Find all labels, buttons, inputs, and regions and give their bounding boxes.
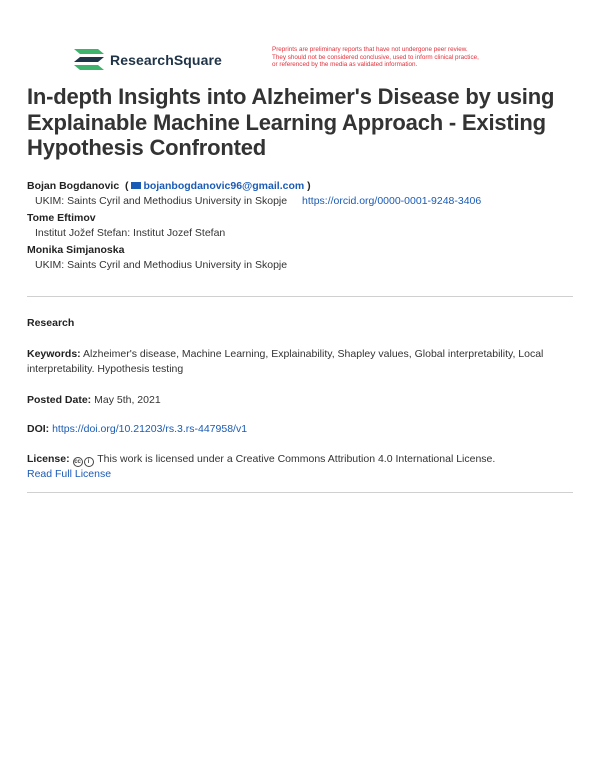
- cc-icon: cc: [74, 459, 81, 465]
- license-label: License:: [27, 453, 70, 465]
- license: [27, 452, 577, 482]
- doi: [27, 422, 577, 437]
- author-affiliation: UKIM: Saints Cyril and Methodius University in Skopje: [35, 195, 288, 207]
- author-affiliation: UKIM: Saints Cyril and Methodius University in Skopje: [35, 259, 288, 271]
- research-square-logo-icon: [74, 49, 104, 71]
- doi-label: DOI:: [27, 423, 50, 435]
- research-square-logo[interactable]: [74, 49, 222, 71]
- logo-text: ResearchSquare: [110, 52, 222, 68]
- header: [74, 46, 574, 76]
- keywords-label: Keywords:: [27, 348, 81, 360]
- by-icon: i: [84, 457, 94, 467]
- keywords-value: Alzheimer's disease, Machine Learning, Explainability, Shapley values, Global interpretability, Local interpretability. Hypothesis testing: [27, 348, 544, 375]
- divider: [27, 296, 573, 297]
- envelope-icon: [131, 182, 141, 189]
- read-full-license-link[interactable]: Read Full License: [27, 468, 112, 480]
- article-type: Research: [27, 317, 75, 329]
- doi-link[interactable]: https://doi.org/10.21203/rs.3.rs-447958/v1: [52, 423, 248, 435]
- author-item: [27, 244, 577, 272]
- author-list: [27, 180, 577, 276]
- notice-line: Preprints are preliminary reports that have not undergone peer review.: [272, 46, 468, 53]
- author-item: Bojan Bogdanovic ( bojanbogdanovic96@gmail.com ) UKIM: Saints Cyril and Methodius University in Skopje https://orcid.org/0000-0001-9248-3406: [27, 180, 482, 207]
- license-text: This work is licensed under a Creative Commons Attribution 4.0 International License.: [97, 453, 496, 465]
- orcid-link[interactable]: https://orcid.org/0000-0001-9248-3406: [302, 195, 482, 207]
- notice-line: or referenced by the media as validated information.: [272, 61, 418, 69]
- author-item: [27, 212, 577, 240]
- divider: [27, 492, 573, 493]
- posted-label: Posted Date:: [27, 394, 92, 406]
- author-affiliation: Institut Jožef Stefan: Institut Jozef Stefan: [35, 227, 226, 239]
- posted-date-value: May 5th, 2021: [94, 394, 161, 406]
- preprint-notice: [272, 46, 582, 69]
- posted-date: [27, 393, 577, 408]
- author-name: Tome Eftimov: [27, 212, 96, 224]
- paper-title: In-depth Insights into Alzheimer's Disease by using Explainable Machine Learning Approach - Existing Hypothesis Confronted: [27, 84, 555, 160]
- keywords: [27, 347, 577, 377]
- author-name: Monika Simjanoska: [27, 244, 125, 256]
- author-name: Bojan Bogdanovic: [27, 180, 120, 192]
- notice-line: They should not be considered conclusive, used to inform clinical practice,: [272, 53, 479, 61]
- author-email-link[interactable]: bojanbogdanovic96@gmail.com: [143, 180, 305, 192]
